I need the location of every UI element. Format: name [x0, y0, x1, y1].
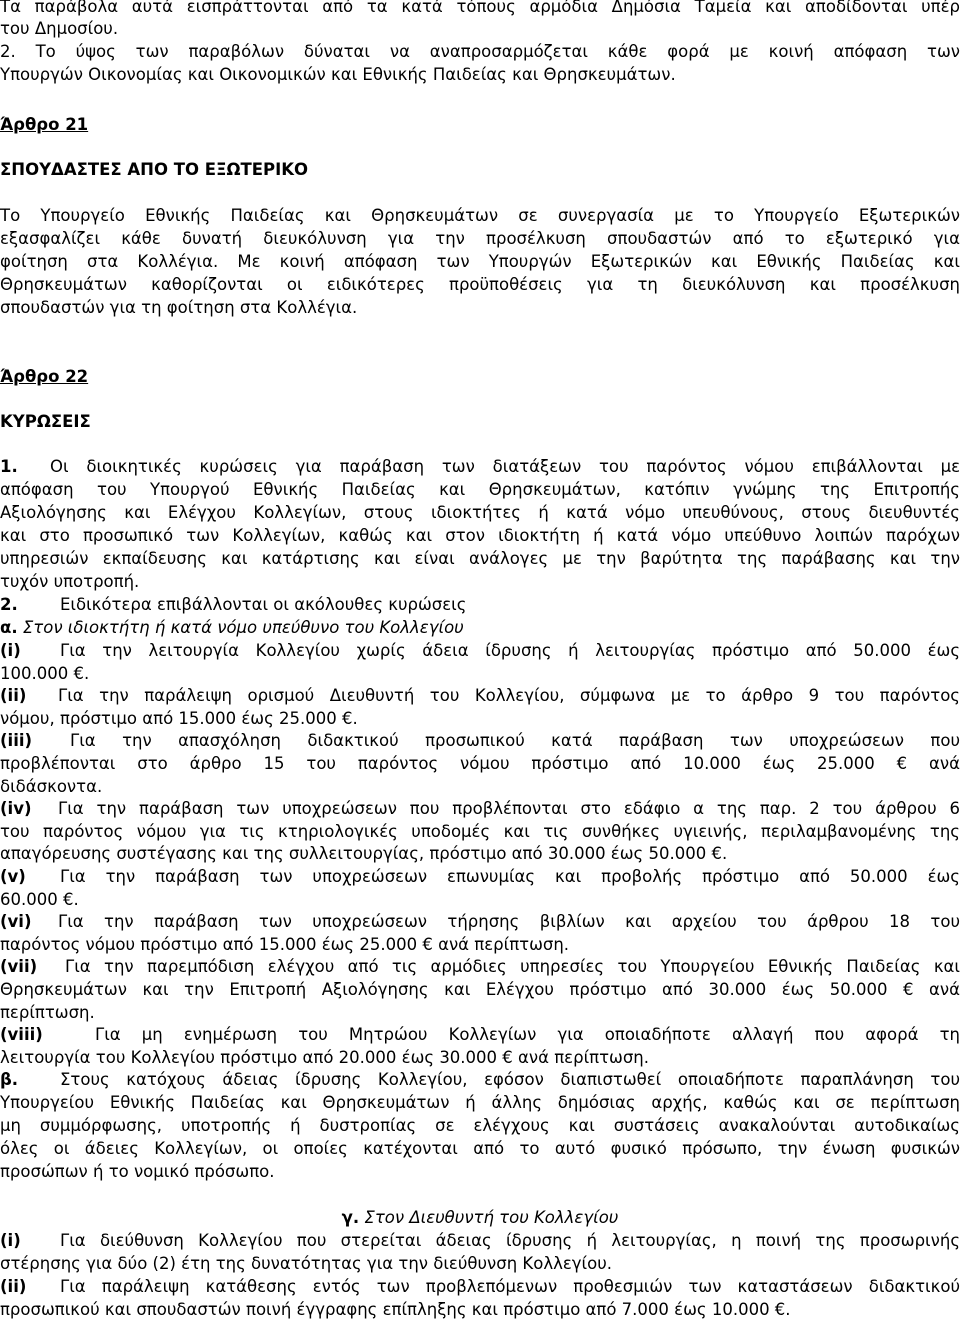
- sanction-item: [0, 956, 960, 978]
- section-a-title: Στον ιδιοκτήτη ή κατά νόμο υπεύθυνο του Κολλεγίου: [22, 618, 464, 637]
- section-b-line: προσώπων ή το νομικό πρόσωπο.: [0, 1162, 275, 1181]
- sanction-item-line: 60.000 €.: [0, 889, 79, 909]
- sanction-item-text: Για την παράβαση των υποχρεώσεων τήρησης βιβλίων και αρχείου του άρθρου 18 του: [58, 912, 960, 932]
- paragraph-1-line: υπηρεσιών εκπαίδευσης και κατάρτισης και είναι ανάλογες με την βαρύτητα της παράβασης και την: [0, 549, 960, 568]
- paragraph-1-label: 1.: [0, 457, 18, 476]
- sanction-item-line: διδάσκοντα.: [0, 776, 103, 796]
- paragraph-1-line: απόφαση του Υπουργού Εθνικής Παιδείας και Θρησκευμάτων, κατόπιν γνώμης της Επιτροπής: [0, 480, 960, 499]
- sanction-item-line: στέρησης για δύο (2) έτη της δυνατότητας για την διεύθυνση Κολλεγίου.: [0, 1254, 613, 1273]
- sanction-item: [0, 1230, 960, 1252]
- intro-line: Τα παράβολα αυτά εισπράττονται από τα κατά τόπους αρμόδια Δημόσια Ταμεία και αποδίδονται υπέρ: [0, 0, 960, 16]
- article-21-number: Άρθρο 21: [0, 115, 89, 134]
- sanction-item-label: (ii): [0, 686, 27, 706]
- section-c-label: γ.: [341, 1208, 360, 1227]
- sanction-item-text: Για την λειτουργία Κολλεγίου χωρίς άδεια ίδρυσης ή λειτουργίας πρόστιμο από 50.000 έως: [60, 641, 960, 660]
- paragraph-1-line: και στο προσωπικό των Κολλεγίων, καθώς και στον ιδιοκτήτη ή κατά νόμο υπεύθυνο λοιπών παρόχων: [0, 526, 960, 545]
- sanction-item-text: Για μη ενημέρωση του Μητρώου Κολλεγίων για οποιαδήποτε αλλαγή που αφορά τη: [95, 1025, 960, 1045]
- sanction-item-line: περίπτωση.: [0, 1002, 95, 1022]
- sanction-item-line: προσωπικού και σπουδαστών ποινή έγγραφης επίπληξης και πρόστιμο από 7.000 έως 10.000 €.: [0, 1300, 791, 1319]
- sanction-item-text: Για την παράλειψη ορισμού Διευθυντή του Κολλεγίου, σύμφωνα με το άρθρο 9 του παρόντος: [58, 686, 960, 706]
- article-21-line: φοίτηση στα Κολλέγια. Με κοινή απόφαση των Υπουργών Εξωτερικών και Εθνικής Παιδείας και: [0, 252, 960, 271]
- sanction-item-line: προβλέπονται στο άρθρο 15 του παρόντος νόμου πρόστιμο από 10.000 έως 25.000 € ανά: [0, 754, 960, 773]
- sanction-item: [0, 730, 960, 752]
- section-b-label: β.: [0, 1070, 19, 1089]
- sanction-item-label: (vii): [0, 957, 38, 977]
- paragraph-1-line: τυχόν υποτροπή.: [0, 572, 140, 591]
- sanction-item: [0, 1276, 960, 1298]
- sanction-item-line: νόμου, πρόστιμο από 15.000 έως 25.000 €.: [0, 708, 358, 728]
- section-a-heading: [0, 617, 960, 639]
- sanction-item-line: Θρησκευμάτων και την Επιτροπή Αξιολόγησης και Ελέγχου πρόστιμο από 30.000 έως 50.000 € ανά: [0, 980, 960, 999]
- sanction-item-text: Για την παράβαση των υποχρεώσεων επωνυμίας και προβολής πρόστιμο από 50.000 έως: [60, 867, 960, 886]
- sanction-item-label: (ii): [0, 1277, 27, 1296]
- article-22-title: ΚΥΡΩΣΕΙΣ: [0, 412, 91, 431]
- sanction-item-text: Για την απασχόληση διδακτικού προσωπικού κατά παράβαση των υποχρεώσεων που: [70, 731, 960, 751]
- sanction-item-text: Για διεύθυνση Κολλεγίου που στερείται άδειας ίδρυσης ή λειτουργίας, η ποινή της προσωρινής: [60, 1231, 960, 1250]
- paragraph-2-text: Ειδικότερα επιβάλλονται οι ακόλουθες κυρώσεις: [60, 595, 467, 614]
- sanction-item-text: Για την παράβαση των υποχρεώσεων που προβλέπονται στο εδάφιο α της παρ. 2 του άρθρου 6: [58, 799, 960, 819]
- intro-line: Υπουργών Οικονομίας και Οικονομικών και Εθνικής Παιδείας και Θρησκευμάτων.: [0, 65, 676, 84]
- article-21-line: Το Υπουργείο Εθνικής Παιδείας και Θρησκευμάτων σε συνεργασία με το Υπουργείο Εξωτερικών: [0, 206, 960, 225]
- intro-line: του Δημοσίου.: [0, 19, 119, 38]
- sanction-item-line: του παρόντος νόμου για τις κτηριολογικές υποδομές και τις συνθήκες υγιεινής, περιλαμβανομένης της: [0, 821, 960, 841]
- section-b-line: όλες οι άδειες Κολλεγίων, οι οποίες κατέχονται από το αυτό φυσικό πρόσωπο, την ένωση φυσικών: [0, 1139, 960, 1158]
- section-b-line: Υπουργείου Εθνικής Παιδείας και Θρησκευμάτων ή άλλης δημόσιας αρχής, καθώς και σε περίπτωση: [0, 1093, 960, 1112]
- paragraph-2-line: [0, 594, 960, 616]
- sanction-item: [0, 640, 960, 662]
- sanction-item-line: λειτουργία του Κολλεγίου πρόστιμο από 20.000 έως 30.000 € ανά περίπτωση.: [0, 1047, 650, 1067]
- sanction-item-text: Για την παρεμπόδιση ελέγχου από τις αρμόδιες υπηρεσίες του Υπουργείου Εθνικής Παιδείας και: [65, 957, 960, 977]
- section-b-first-line: [0, 1069, 960, 1091]
- article-21-line: Θρησκευμάτων καθορίζονται οι ειδικότερες προϋποθέσεις για τη διευκόλυνση και προσέλκυση: [0, 275, 960, 294]
- sanction-item: [0, 798, 960, 820]
- section-c-title: Στον Διευθυντή του Κολλεγίου: [364, 1208, 619, 1227]
- sanction-item-text: Για παράλειψη κατάθεσης εντός των προβλεπόμενων προθεσμιών των καταστάσεων διδακτικού: [60, 1277, 960, 1296]
- paragraph-1-line: Αξιολόγησης και Ελέγχου Κολλεγίων, στους ιδιοκτήτες ή κατά νόμο υπευθύνους, στους διευθυντές: [0, 503, 960, 522]
- sanction-item-line: 100.000 €.: [0, 663, 90, 683]
- section-b-text: Στους κατόχους άδειας ίδρυσης Κολλεγίου, εφόσον διαπιστωθεί οποιαδήποτε παραπλάνηση του: [60, 1070, 960, 1089]
- article-21-line: εξασφαλίζει κάθε δυνατή διευκόλυνση για την προσέλκυση σπουδαστών από το εξωτερικό για: [0, 229, 960, 248]
- paragraph-1-text: Οι διοικητικές κυρώσεις για παράβαση των διατάξεων του παρόντος νόμου επιβάλλονται με: [50, 457, 960, 476]
- sanction-item-label: (iii): [0, 731, 33, 751]
- sanction-item-label: (i): [0, 641, 21, 660]
- sanction-item-label: (iv): [0, 799, 32, 819]
- sanction-item-line: απαγόρευσης συστέγασης και της συλλειτουργίας, πρόστιμο από 30.000 έως 50.000 €.: [0, 844, 728, 864]
- sanction-item: [0, 685, 960, 707]
- sanction-item: [0, 866, 960, 888]
- article-22-number: Άρθρο 22: [0, 367, 89, 386]
- sanction-item-label: (v): [0, 867, 26, 886]
- sanction-item-label: (viii): [0, 1025, 43, 1045]
- section-c-heading: [0, 1207, 960, 1229]
- sanction-item-label: (i): [0, 1231, 21, 1250]
- sanction-item-label: (vi): [0, 912, 32, 932]
- intro-line: 2. Το ύψος των παραβόλων δύναται να αναπροσαρμόζεται κάθε φορά με κοινή απόφαση των: [0, 42, 960, 61]
- paragraph-2-label: 2.: [0, 595, 18, 614]
- section-b-line: μη συμμόρφωσης, υποτροπής ή δυστροπίας σε ελέγχους και συστάσεις ανακαλούνται αυτοδικαίως: [0, 1116, 960, 1135]
- section-a-label: α.: [0, 618, 18, 637]
- article-21-title: ΣΠΟΥΔΑΣΤΕΣ ΑΠΟ ΤΟ ΕΞΩΤΕΡΙΚΟ: [0, 160, 309, 179]
- article-21-line: σπουδαστών για τη φοίτηση στα Κολλέγια.: [0, 298, 358, 317]
- sanction-item-line: παρόντος νόμου πρόστιμο από 15.000 έως 25.000 € ανά περίπτωση.: [0, 934, 570, 954]
- sanction-item: [0, 1024, 960, 1046]
- paragraph-1-first-line: [0, 456, 960, 478]
- sanction-item: [0, 911, 960, 933]
